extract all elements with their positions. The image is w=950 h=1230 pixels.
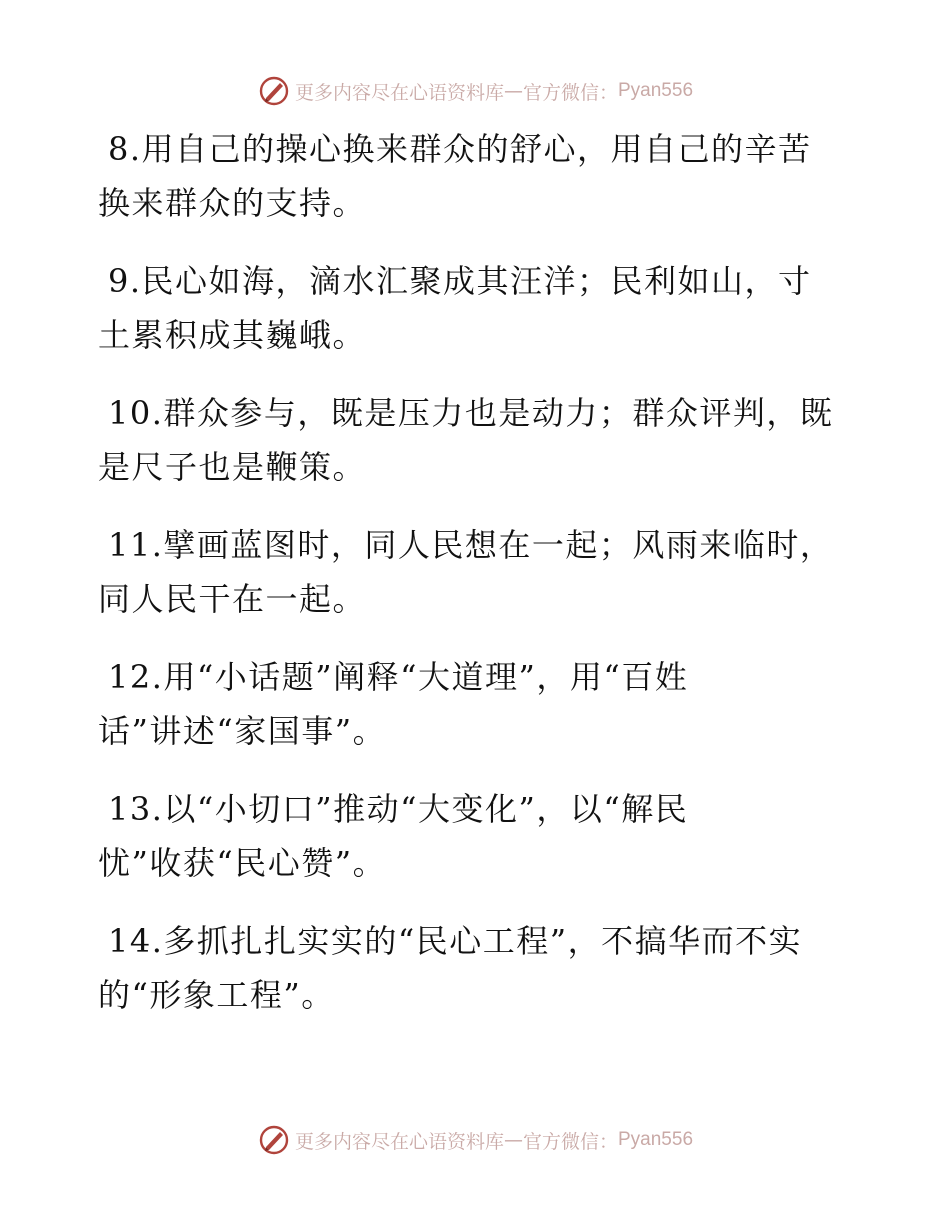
watermark-label: 官方微信： bbox=[522, 81, 618, 104]
list-item bbox=[98, 650, 858, 758]
watermark-text: 更多内容尽在心语资料库 bbox=[294, 1130, 504, 1153]
document-body bbox=[98, 122, 858, 1046]
list-item-line: 忧”收获“民心赞”。 bbox=[98, 844, 387, 882]
watermark-separator: — bbox=[503, 80, 523, 102]
list-item-line: 9.民心如海，滴水汇聚成其汪洋；民利如山，寸 bbox=[108, 262, 812, 300]
footer-watermark bbox=[0, 1123, 950, 1157]
header-watermark bbox=[0, 74, 950, 108]
list-item bbox=[98, 518, 858, 626]
watermark-text: 更多内容尽在心语资料库 bbox=[294, 81, 504, 104]
pen-seal-icon bbox=[257, 74, 291, 108]
list-item-line: 同人民干在一起。 bbox=[98, 580, 367, 618]
watermark-wechat-id: Pyan556 bbox=[618, 1129, 694, 1150]
list-item-line: 12.用“小话题”阐释“大道理”，用“百姓 bbox=[108, 658, 689, 696]
list-item-line: 土累积成其巍峨。 bbox=[98, 316, 367, 354]
list-item bbox=[98, 254, 858, 362]
list-item-line: 话”讲述“家国事”。 bbox=[98, 712, 387, 750]
watermark-separator: — bbox=[503, 1129, 523, 1151]
watermark-label: 官方微信： bbox=[522, 1130, 618, 1153]
watermark-wechat-id: Pyan556 bbox=[618, 80, 694, 101]
list-item-line: 是尺子也是鞭策。 bbox=[98, 448, 367, 486]
list-item bbox=[98, 782, 858, 890]
list-item-line: 14.多抓扎扎实实的“民心工程”，不搞华而不实 bbox=[108, 922, 803, 960]
list-item bbox=[98, 386, 858, 494]
list-item-line: 10.群众参与，既是压力也是动力；群众评判，既 bbox=[108, 394, 834, 432]
pen-seal-icon bbox=[257, 1123, 291, 1157]
list-item bbox=[98, 914, 858, 1022]
list-item-line: 8.用自己的操心换来群众的舒心，用自己的辛苦 bbox=[108, 130, 812, 168]
list-item-line: 13.以“小切口”推动“大变化”，以“解民 bbox=[108, 790, 689, 828]
list-item-line: 换来群众的支持。 bbox=[98, 184, 367, 222]
list-item-line: 的“形象工程”。 bbox=[98, 976, 335, 1014]
list-item bbox=[98, 122, 858, 230]
list-item-line: 11.擘画蓝图时，同人民想在一起；风雨来临时， bbox=[108, 526, 834, 564]
